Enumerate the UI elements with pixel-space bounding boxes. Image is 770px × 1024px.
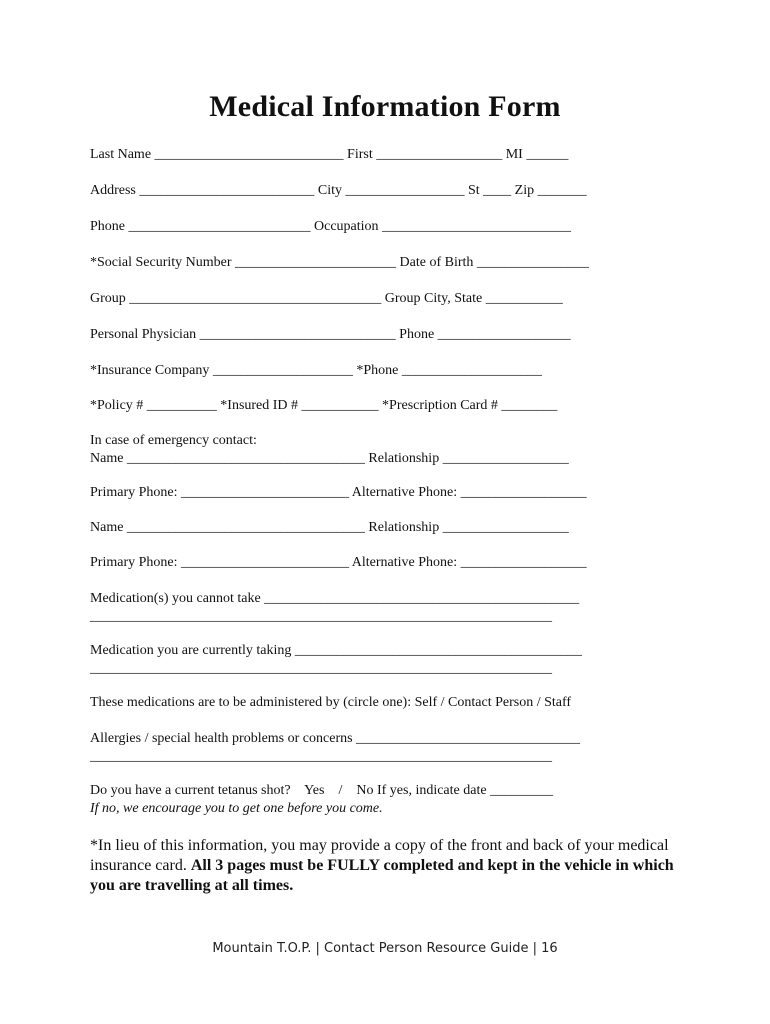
tetanus-question-row: Do you have a current tetanus shot? Yes / No If yes, indicate date _________ xyxy=(90,783,554,798)
field-contact2-phone-row: Primary Phone: ________________________ Alternative Phone: __________________ xyxy=(90,555,587,570)
field-contact1-name-row: Name __________________________________ Relationship __________________ xyxy=(90,451,569,466)
insurance-card-note xyxy=(90,836,690,896)
field-insurance-row: *Insurance Company ____________________ *Phone ____________________ xyxy=(90,363,542,378)
field-group-row: Group ____________________________________ Group City, State ___________ xyxy=(90,291,563,306)
field-medication-cannot-take-continued: __________________________________________________________________ xyxy=(90,609,552,624)
field-contact2-name-row: Name __________________________________ Relationship __________________ xyxy=(90,520,569,535)
field-address-row: Address _________________________ City _________________ St ____ Zip _______ xyxy=(90,183,587,198)
field-allergies-continued: __________________________________________________________________ xyxy=(90,749,552,764)
tetanus-encouragement: If no, we encourage you to get one before you come. xyxy=(90,801,383,816)
field-ssn-dob-row: *Social Security Number _______________________ Date of Birth ________________ xyxy=(90,255,589,270)
field-policy-row: *Policy # __________ *Insured ID # ___________ *Prescription Card # ________ xyxy=(90,398,558,413)
page-title: Medical Information Form xyxy=(209,90,561,123)
page-footer: Mountain T.O.P. | Contact Person Resource Guide | 16 xyxy=(212,941,558,956)
field-phone-occupation-row: Phone __________________________ Occupation ___________________________ xyxy=(90,219,572,234)
field-name-row: Last Name ___________________________ First __________________ MI ______ xyxy=(90,147,569,162)
field-medication-currently-taking-continued: __________________________________________________________________ xyxy=(90,661,552,676)
field-medication-currently-taking: Medication you are currently taking _________________________________________ xyxy=(90,643,582,658)
field-medication-cannot-take: Medication(s) you cannot take _____________________________________________ xyxy=(90,591,580,606)
insurance-card-note-bold: All 3 pages must be FULLY completed and kept in the vehicle in which you are travelling at all times. xyxy=(90,857,674,894)
administered-by-row: These medications are to be administered by (circle one): Self / Contact Person / Staff xyxy=(90,695,572,710)
field-contact1-phone-row: Primary Phone: ________________________ Alternative Phone: __________________ xyxy=(90,485,587,500)
field-physician-row: Personal Physician ____________________________ Phone ___________________ xyxy=(90,327,571,342)
field-allergies: Allergies / special health problems or concerns ________________________________ xyxy=(90,731,581,746)
insurance-card-note-normal: *In lieu of this information, you may provide a copy of the front and back of your medical insurance card. xyxy=(90,837,669,874)
emergency-contact-heading: In case of emergency contact: xyxy=(90,433,257,448)
